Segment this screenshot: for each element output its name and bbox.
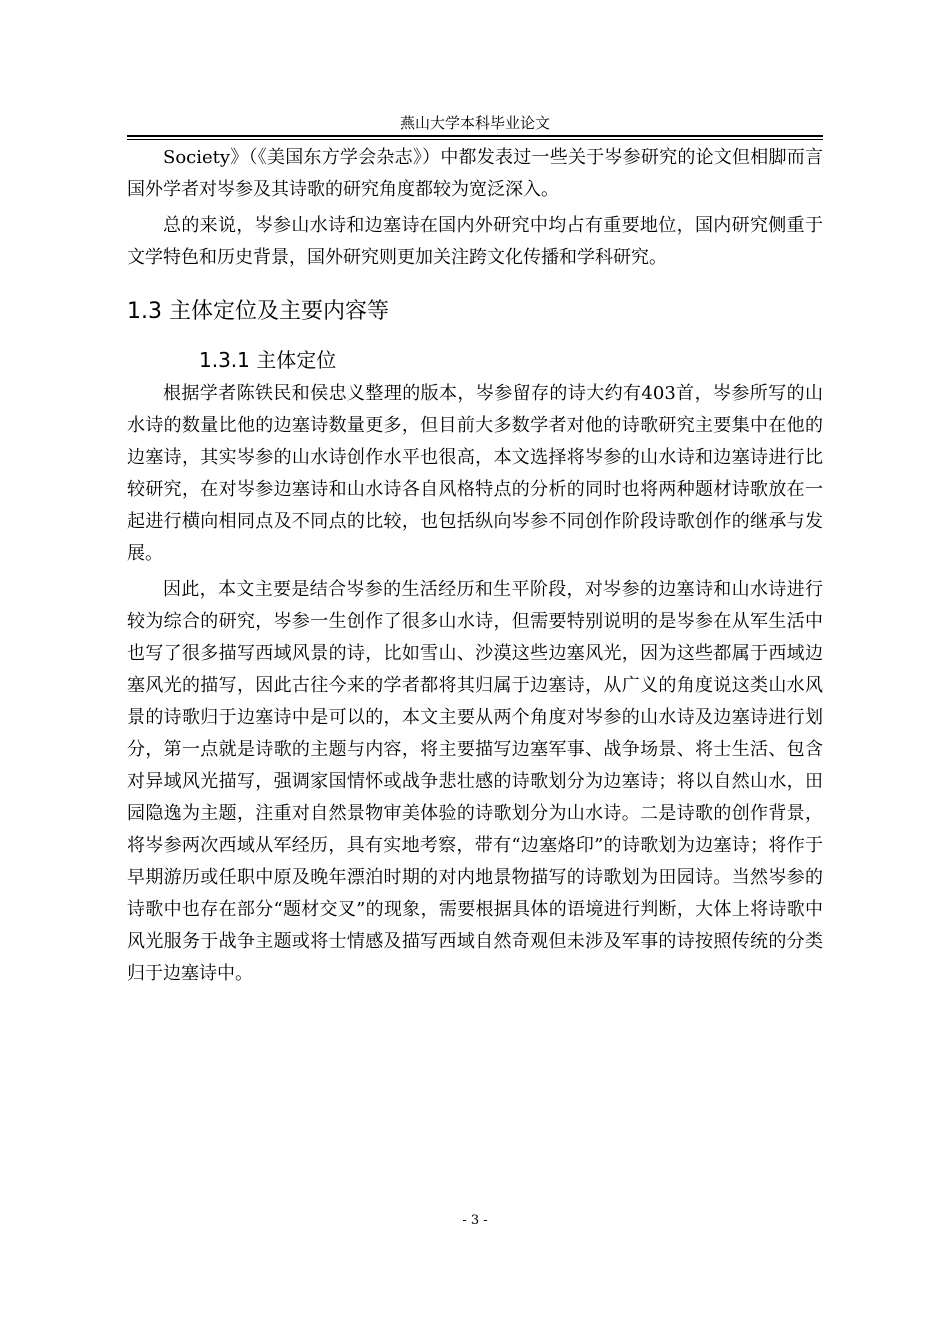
header-rule-thick bbox=[127, 135, 823, 137]
header-rule-thin bbox=[127, 139, 823, 140]
page-body bbox=[127, 142, 823, 990]
subsection-paragraph-1: 根据学者陈铁民和侯忠义整理的版本，岑参留存的诗大约有403首，岑参所写的山水诗的数量比他的边塞诗数量更多，但目前大多数学者对他的诗歌研究主要集中在他的边塞诗，其实岑参的山水诗创作水平也很高，本文选择将岑参的山水诗和边塞诗进行比较研究，在对岑参边塞诗和山水诗各自风格特点的分析的同时也将两种题材诗歌放在一起进行横向相同点及不同点的比较，也包括纵向岑参不同创作阶段诗歌创作的继承与发展。 bbox=[127, 383, 823, 564]
running-header: 燕山大学本科毕业论文 bbox=[399, 114, 550, 132]
subsection-heading: 1.3.1 主体定位 bbox=[199, 348, 337, 372]
body-paragraph-1: Society》（《美国东方学会杂志》）中都发表过一些关于岑参研究的论文但相脚而言国外学者对岑参及其诗歌的研究角度都较为宽泛深入。 bbox=[127, 147, 823, 200]
section-heading: 1.3 主体定位及主要内容等 bbox=[127, 299, 389, 324]
body-paragraph-2: 总的来说，岑参山水诗和边塞诗在国内外研究中均占有重要地位，国内研究侧重于文学特色和历史背景，国外研究则更加关注跨文化传播和学科研究。 bbox=[127, 215, 823, 268]
subsection-paragraph-2: 因此，本文主要是结合岑参的生活经历和生平阶段，对岑参的边塞诗和山水诗进行较为综合的研究，岑参一生创作了很多山水诗，但需要特别说明的是岑参在从军生活中也写了很多描写西域风景的诗，比如雪山、沙漠这些边塞风光，因为这些都属于西域边塞风光的描写，因此古往今来的学者都将其归属于边塞诗，从广义的角度说这类山水风景的诗歌归于边塞诗中是可以的，本文主要从两个角度对岑参的山水诗及边塞诗进行划分，第一点就是诗歌的主题与内容，将主要描写边塞军事、战争场景、将士生活、包含对异域风光描写，强调家国情怀或战争悲壮感的诗歌划分为边塞诗；将以自然山水，田园隐逸为主题，注重对自然景物审美体验的诗歌划分为山水诗。二是诗歌的创作背景，将岑参两次西域从军经历，具有实地考察，带有“边塞烙印”的诗歌划为边塞诗；将作于早期游历或任职中原及晚年漂泊时期的对内地景物描写的诗歌划为田园诗。当然岑参的诗歌中也存在部分“题材交叉”的现象，需要根据具体的语境进行判断，大体上将诗歌中风光服务于战争主题或将士情感及描写西域自然奇观但未涉及军事的诗按照传统的分类归于边塞诗中。 bbox=[127, 579, 823, 984]
page-number: - 3 - bbox=[462, 1213, 488, 1228]
